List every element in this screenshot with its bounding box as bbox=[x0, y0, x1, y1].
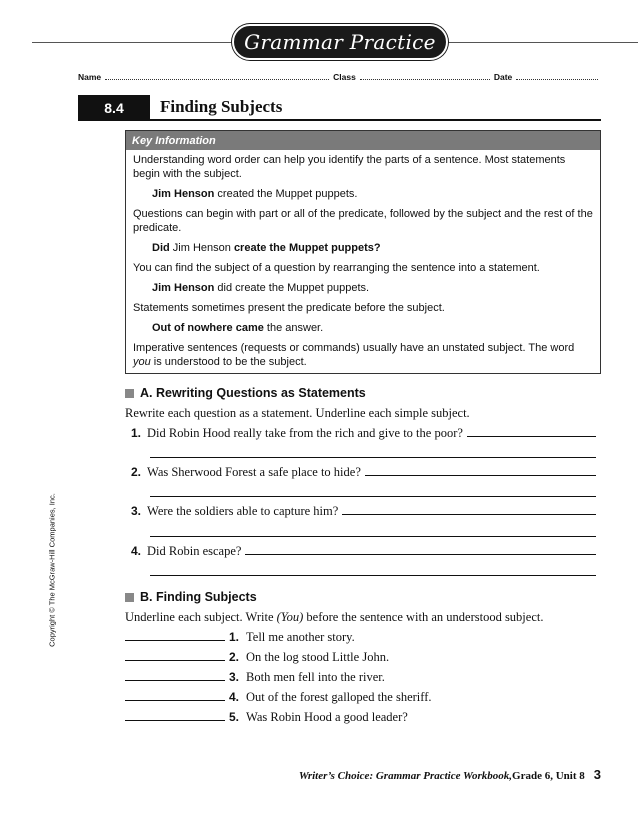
section-title: Finding Subjects bbox=[160, 97, 283, 116]
sentence-item: 5. Was Robin Hood a good leader? bbox=[125, 710, 408, 725]
you-blank[interactable] bbox=[125, 671, 225, 681]
key-information-box bbox=[125, 130, 601, 374]
class-field[interactable] bbox=[360, 72, 490, 80]
section-rule bbox=[150, 119, 601, 121]
answer-line[interactable] bbox=[342, 505, 596, 515]
key-paragraph: Understanding word order can help you identify the parts of a sentence. Most statements begin with the subject. bbox=[133, 154, 566, 180]
key-paragraph: Statements sometimes present the predicate before the subject. bbox=[133, 302, 445, 314]
sentence-item: 4. Out of the forest galloped the sheriff. bbox=[125, 690, 432, 705]
question-item: 4. Did Robin escape? bbox=[131, 544, 596, 559]
answer-line[interactable] bbox=[467, 427, 596, 437]
question-item: 3. Were the soldiers able to capture him? bbox=[131, 504, 596, 519]
square-bullet-icon bbox=[125, 389, 134, 398]
class-label: Class bbox=[333, 72, 356, 82]
copyright-notice: Copyright © The McGraw-Hill Companies, Inc. bbox=[47, 493, 57, 647]
part-a-heading: A. Rewriting Questions as Statements bbox=[125, 386, 366, 400]
answer-line[interactable] bbox=[245, 545, 596, 555]
part-b-instruction: Underline each subject. Write (You) before the sentence with an understood subject. bbox=[125, 610, 544, 624]
name-label: Name bbox=[78, 72, 102, 82]
page-footer bbox=[299, 767, 601, 782]
sentence-item: 3. Both men fell into the river. bbox=[125, 670, 385, 685]
question-item: 1. Did Robin Hood really take from the rich and give to the poor? bbox=[131, 426, 596, 441]
key-information-heading: Key Information bbox=[126, 131, 600, 150]
answer-line[interactable] bbox=[365, 466, 596, 476]
answer-line[interactable] bbox=[150, 575, 596, 576]
section-number: 8.4 bbox=[78, 95, 150, 121]
question-item: 2. Was Sherwood Forest a safe place to hide? bbox=[131, 465, 596, 480]
key-information-body bbox=[126, 150, 600, 373]
title-banner bbox=[232, 24, 448, 60]
part-b-heading: B. Finding Subjects bbox=[125, 590, 257, 604]
key-paragraph: Questions can begin with part or all of the predicate, followed by the subject and the rest of the predicate. bbox=[133, 208, 593, 234]
square-bullet-icon bbox=[125, 593, 134, 602]
answer-line[interactable] bbox=[150, 457, 596, 458]
key-paragraph: You can find the subject of a question by rearranging the sentence into a statement. bbox=[133, 262, 540, 274]
key-example: Out of nowhere came the answer. bbox=[152, 322, 324, 334]
you-blank[interactable] bbox=[125, 631, 225, 641]
you-blank[interactable] bbox=[125, 691, 225, 701]
sentence-item: 2. On the log stood Little John. bbox=[125, 650, 389, 665]
part-a-instruction: Rewrite each question as a statement. Underline each simple subject. bbox=[125, 406, 470, 420]
date-label: Date bbox=[493, 72, 513, 82]
answer-line[interactable] bbox=[150, 496, 596, 497]
section-header bbox=[78, 95, 601, 121]
key-example: Jim Henson did create the Muppet puppets. bbox=[152, 282, 370, 294]
sentence-item: 1. Tell me another story. bbox=[125, 630, 355, 645]
page-number: 3 bbox=[593, 767, 601, 782]
key-paragraph: Imperative sentences (requests or commands) usually have an unstated subject. The word you is understood to be the subject. bbox=[133, 342, 575, 368]
name-field[interactable] bbox=[105, 72, 329, 80]
key-example: Did Jim Henson create the Muppet puppets? bbox=[152, 242, 381, 254]
key-example: Jim Henson created the Muppet puppets. bbox=[152, 188, 358, 200]
you-blank[interactable] bbox=[125, 651, 225, 661]
answer-line[interactable] bbox=[150, 536, 596, 537]
date-field[interactable] bbox=[516, 72, 598, 80]
footer-grade: Grade 6, Unit 8 bbox=[512, 770, 585, 782]
banner-title: Grammar Practice bbox=[244, 30, 436, 54]
footer-book-title: Writer’s Choice: Grammar Practice Workbook, bbox=[298, 770, 513, 782]
you-blank[interactable] bbox=[125, 711, 225, 721]
name-class-date-line bbox=[78, 72, 602, 82]
